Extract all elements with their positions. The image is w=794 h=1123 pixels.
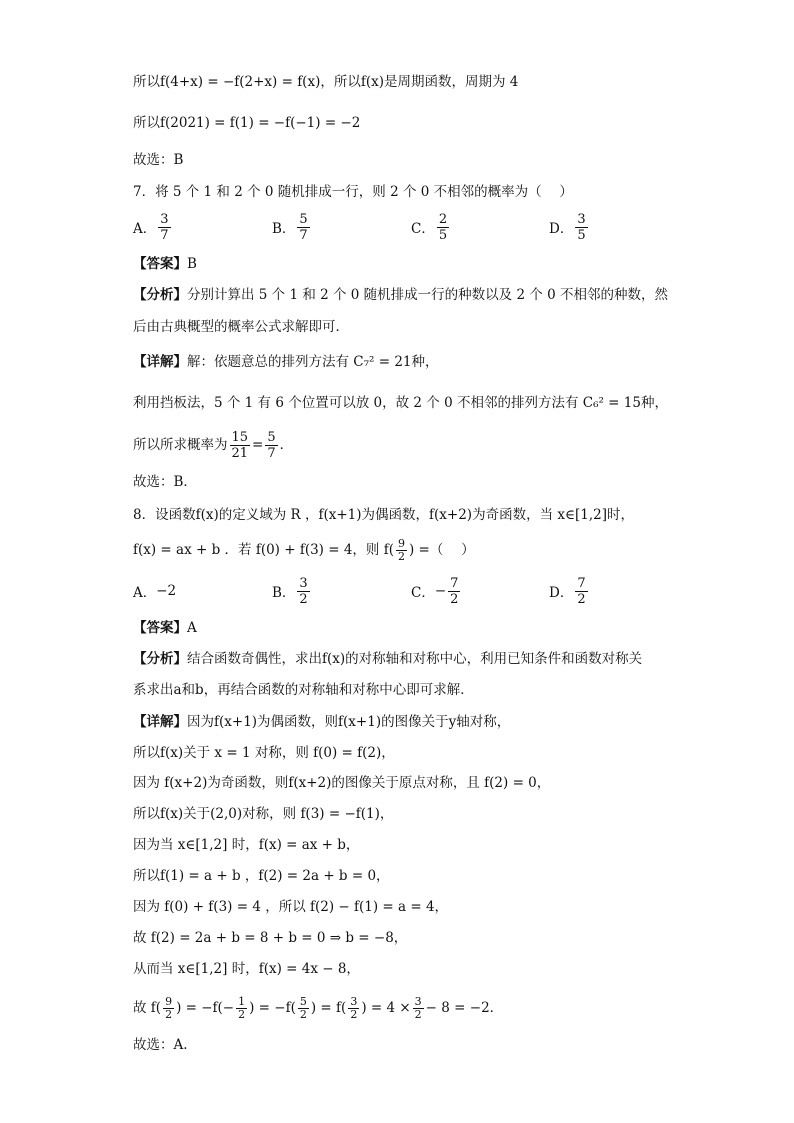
detail-7-line-4: 故选：B．: [133, 474, 197, 490]
analysis-8-line-1: [133, 649, 642, 669]
fraction: $\frac{3}{5}$: [577, 211, 586, 243]
choice-b: [272, 209, 312, 245]
text-line-choose-b: 故选：B: [133, 152, 184, 168]
answer-value: B: [187, 256, 197, 272]
choice-letter: B．: [272, 585, 296, 601]
fraction: $\frac{5}{7}$: [267, 429, 276, 461]
detail-8-line-8: 故 f(2) = 2a + b = 8 + b = 0 ⇒ b = −8，: [133, 930, 408, 946]
fraction: $\frac{7}{2}$: [450, 575, 459, 607]
detail-8-line-3: 因为 f(x+2)为奇函数，则f(x+2)的图像关于原点对称，且 f(2) = 0，: [133, 775, 551, 791]
fraction: $\frac{9}{2}$: [165, 994, 173, 1021]
detail-8-line-7: 因为 f(0) + f(3) = 4 ，所以 f(2) − f(1) = a = 4，: [133, 899, 449, 915]
fraction: $\frac{5}{2}$: [299, 994, 307, 1021]
detail-8-line-2: 所以f(x)关于 x = 1 对称，则 f(0) = f(2)，: [133, 745, 395, 761]
question-8-line-2: [133, 530, 475, 570]
detail-8-line-11: 故选：A.: [133, 1037, 188, 1053]
analysis-text: 分别计算出 5 个 1 和 2 个 0 随机排成一行的种数以及 2 个 0 不相邻的种数，然: [187, 287, 669, 303]
choice-letter: C．: [411, 585, 435, 601]
analysis-tag: 【分析】: [133, 287, 187, 303]
choice-value: −2: [156, 583, 177, 599]
answer-7: [133, 254, 197, 274]
choice-sign: −: [434, 583, 447, 599]
analysis-7-line-2: 后由古典概型的概率公式求解即可．: [133, 319, 349, 335]
detail-text: ) = −f(: [249, 1000, 296, 1016]
detail-text: 故 f(: [133, 1000, 162, 1016]
detail-text: − 8 = −2．: [425, 1000, 504, 1016]
fraction: $\frac{3}{2}$: [350, 994, 358, 1021]
detail-8-line-4: 所以f(x)关于(2,0)对称，则 f(3) = −f(1)，: [133, 806, 394, 822]
detail-8-line-10: [133, 988, 503, 1028]
answer-8: [133, 618, 197, 638]
detail-text: ) = f(: [310, 1000, 347, 1016]
fraction: $\frac{1}{2}$: [238, 994, 246, 1021]
answer-value: A: [187, 620, 197, 636]
fraction: $\frac{15}{21}$: [231, 429, 249, 461]
detail-text: ) = 4 ×: [361, 1000, 411, 1016]
choice-c: [411, 209, 451, 245]
choice-c: [411, 573, 462, 609]
fraction: $\frac{5}{7}$: [299, 211, 308, 243]
analysis-text: 结合函数奇偶性，求出f(x)的对称轴和对称中心，利用已知条件和函数对称关: [187, 651, 643, 667]
detail-8-line-9: 从而当 x∈[1,2] 时，f(x) = 4x − 8，: [133, 961, 360, 977]
detail-8-line-1: [133, 712, 510, 732]
question-text: ) =（ ）: [409, 542, 475, 558]
question-7: 7．将 5 个 1 和 2 个 0 随机排成一行，则 2 个 0 不相邻的概率为（ ）: [133, 184, 573, 200]
answer-tag: 【答案】: [133, 620, 187, 636]
choice-letter: C．: [411, 221, 435, 237]
choice-letter: D．: [549, 221, 574, 237]
detail-7-line-2: 利用挡板法，5 个 1 有 6 个位置可以放 0，故 2 个 0 不相邻的排列方法有 C₆² = 15种，: [133, 395, 668, 411]
text-line-f2021: 所以f(2021) = f(1) = −f(−1) = −2: [133, 115, 361, 131]
analysis-8-line-2: 系求出a和b，再结合函数的对称轴和对称中心即可求解．: [133, 682, 474, 698]
fraction: $\frac{2}{5}$: [438, 211, 448, 243]
choice-letter: B．: [272, 221, 296, 237]
detail-text: 因为f(x+1)为偶函数，则f(x+1)的图像关于y轴对称，: [187, 714, 511, 730]
question-8-line-1: 8．设函数f(x)的定义域为 R ，f(x+1)为偶函数，f(x+2)为奇函数，当 x∈[1,2]时，: [133, 507, 634, 523]
fraction: $\frac{3}{7}$: [160, 211, 169, 243]
fraction: $\frac{9}{2}$: [398, 536, 405, 563]
text-line-periodic: 所以f(4+x) = −f(2+x) = f(x)，所以f(x)是周期函数，周期为 4: [133, 74, 519, 90]
choice-a: [133, 209, 173, 245]
equals-sign: =: [252, 437, 264, 453]
detail-text: 解：依题意总的排列方法有 C₇² = 21种，: [187, 354, 439, 370]
choice-letter: A．: [133, 585, 157, 601]
detail-text: ) = −f(−: [176, 1000, 235, 1016]
fraction: $\frac{7}{2}$: [577, 575, 586, 607]
question-7-choices: [133, 209, 693, 245]
fraction: $\frac{3}{2}$: [414, 994, 422, 1021]
detail-tag: 【详解】: [133, 714, 187, 730]
detail-7-line-3: [133, 425, 293, 465]
analysis-7-line-1: [133, 285, 668, 305]
choice-letter: A．: [133, 221, 157, 237]
detail-8-line-5: 因为当 x∈[1,2] 时，f(x) = ax + b，: [133, 837, 360, 853]
detail-8-line-6: 所以f(1) = a + b ，f(2) = 2a + b = 0，: [133, 868, 390, 884]
detail-tag: 【详解】: [133, 354, 187, 370]
choice-d: [549, 573, 590, 609]
choice-a: [133, 573, 176, 609]
choice-d: [549, 209, 590, 245]
choice-b: [272, 573, 312, 609]
analysis-tag: 【分析】: [133, 651, 187, 667]
question-text: f(x) = ax + b ．若 f(0) + f(3) = 4，则 f(: [133, 542, 394, 558]
detail-text: 所以所求概率为: [133, 437, 228, 453]
question-8-choices: [133, 573, 693, 609]
answer-tag: 【答案】: [133, 256, 187, 272]
fraction: $\frac{3}{2}$: [299, 575, 308, 607]
choice-letter: D．: [549, 585, 574, 601]
detail-text: ．: [279, 437, 294, 453]
detail-7-line-1: [133, 352, 439, 372]
